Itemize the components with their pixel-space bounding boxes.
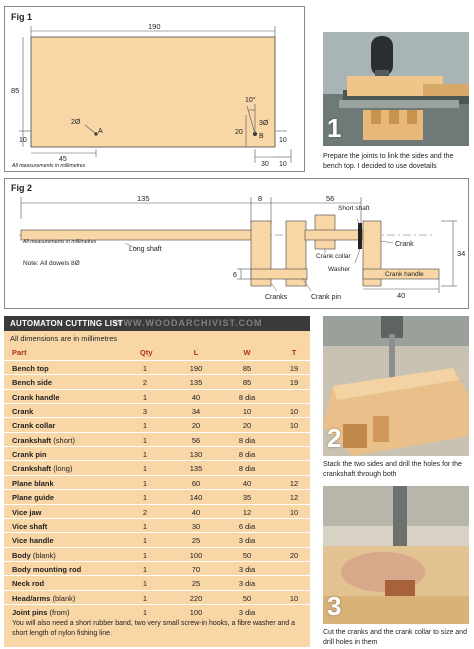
- cutting-list-title: AUTOMATON CUTTING LIST: [4, 316, 310, 331]
- cell-part-note: (blank): [30, 550, 56, 560]
- photo-2-image: [323, 316, 469, 456]
- table-row: [4, 403, 310, 418]
- cutting-list: [4, 316, 310, 647]
- cell-length: 100: [189, 607, 203, 617]
- cell-part: [12, 565, 81, 574]
- fig2-label-crank-handle: Crank handle: [385, 271, 424, 278]
- fig2-dim-6: 6: [233, 272, 237, 279]
- cell-width: 8 dia: [238, 464, 256, 474]
- cell-qty: 1: [142, 421, 148, 431]
- cell-qty: 1: [142, 450, 148, 460]
- photo-3-number: 3: [327, 591, 342, 621]
- photo-2: [323, 316, 469, 456]
- header-qty: Qty: [140, 348, 153, 357]
- cell-part: [12, 493, 54, 502]
- fig1-dim-bottom-left: 45: [59, 156, 67, 163]
- fig1-dim-bottom-right-2: 10: [279, 161, 287, 168]
- cell-qty: 1: [142, 392, 148, 402]
- cell-qty: 1: [142, 579, 148, 589]
- photo-1-image: [323, 32, 469, 146]
- fig1-dim-right-small: 10: [279, 137, 287, 144]
- photo-3-image: [323, 486, 469, 624]
- cell-thickness: 10: [289, 507, 299, 517]
- table-row: [4, 360, 310, 375]
- cell-width: 3 dia: [238, 536, 256, 546]
- cell-part-name: Crank: [12, 407, 34, 417]
- short-shaft-label-line: Short shaft: [338, 205, 370, 212]
- cutting-list-header: [4, 345, 310, 360]
- cell-part: [12, 536, 54, 545]
- table-row: [4, 374, 310, 389]
- cell-width: 8 dia: [238, 435, 256, 445]
- cell-part: [12, 393, 60, 402]
- fig1-dim-top: 190: [148, 22, 161, 31]
- cell-thickness: 10: [289, 407, 299, 417]
- fig1-dim-left-small: 10: [19, 137, 27, 144]
- table-row: [4, 518, 310, 533]
- cell-part: [12, 594, 75, 603]
- cell-qty: 1: [142, 593, 148, 603]
- table-row: [4, 475, 310, 490]
- table-row: [4, 460, 310, 475]
- fig2-note-all: All measurements in millimetres: [23, 239, 97, 245]
- cell-length: 40: [191, 507, 201, 517]
- cell-qty: 1: [142, 364, 148, 373]
- fig1-point-a: A: [98, 128, 103, 135]
- cell-length: 70: [191, 564, 201, 574]
- fig2-label-washer: Washer: [328, 266, 351, 273]
- table-row: [4, 547, 310, 562]
- cell-qty: 1: [142, 493, 148, 503]
- cell-thickness: 19: [289, 378, 299, 388]
- fig1-dim-hole-right: 3Ø: [259, 120, 269, 127]
- figure-2-label: Fig 2: [11, 183, 33, 193]
- fig2-dim-40: 40: [397, 291, 406, 300]
- cell-length: 135: [189, 464, 203, 474]
- cell-length: 60: [191, 478, 201, 488]
- cell-qty: 1: [142, 478, 148, 488]
- cell-part-name: Vice shaft: [12, 521, 48, 531]
- fig1-dim-height: 85: [11, 86, 20, 95]
- cell-width: 3 dia: [238, 607, 256, 617]
- cell-part: [12, 608, 70, 617]
- cell-length: 130: [189, 450, 203, 460]
- cell-part-name: Joint pins: [12, 607, 48, 617]
- cell-part: [12, 551, 56, 560]
- cell-thickness: 10: [289, 593, 299, 603]
- cell-width: 8 dia: [238, 392, 256, 402]
- cell-part-name: Bench top: [12, 364, 49, 373]
- cell-thickness: 10: [289, 421, 299, 431]
- cell-qty: 3: [142, 407, 148, 417]
- cell-length: 40: [191, 392, 201, 402]
- photo-1: [323, 32, 469, 146]
- fig2-dim-135: 135: [137, 194, 150, 203]
- cell-part: [12, 421, 55, 430]
- cell-width: 10: [242, 407, 252, 417]
- figure-1: [4, 6, 305, 172]
- cell-qty: 1: [142, 607, 148, 617]
- fig1-dim-hole-left: 2Ø: [71, 119, 81, 126]
- cell-width: 12: [242, 507, 252, 517]
- fig2-label-crank: Crank: [395, 241, 414, 248]
- fig2-label-crank-pin: Crank pin: [311, 294, 341, 301]
- cell-width: 85: [242, 364, 252, 373]
- cell-width: 3 dia: [238, 564, 256, 574]
- cell-thickness: 20: [289, 550, 299, 560]
- fig1-angle: 10°: [245, 97, 256, 104]
- cell-width: 35: [242, 493, 252, 503]
- cell-part-name: Bench side: [12, 378, 53, 388]
- cutting-list-footer: You will also need a short rubber band, two very small screw-in hooks, a fibre washer and a short length of nylon fishing line.: [12, 620, 295, 637]
- cell-length: 135: [189, 378, 203, 388]
- cell-part: [12, 522, 47, 531]
- cell-part-note: (long): [51, 464, 73, 474]
- photo-3: [323, 486, 469, 624]
- fig2-dim-56: 56: [326, 194, 335, 203]
- cell-part-name: Crankshaft: [12, 464, 52, 474]
- cell-part: [12, 364, 49, 373]
- cell-part: [12, 407, 33, 416]
- cell-part-note: (blank): [50, 593, 76, 603]
- cell-qty: 1: [142, 550, 148, 560]
- fig1-point-b: B: [259, 133, 264, 140]
- fig2-label-dowels: Note: All dowels 8Ø: [23, 260, 80, 267]
- cell-part: [12, 450, 47, 459]
- cell-length: 220: [189, 593, 203, 603]
- photo-3-caption: Cut the cranks and the crank collar to size and drill holes in them: [323, 629, 467, 646]
- cell-thickness: 19: [289, 364, 299, 373]
- cell-width: 6 dia: [238, 521, 256, 531]
- cell-part-name: Crank collar: [12, 421, 56, 431]
- cell-part: [12, 378, 52, 387]
- cell-qty: 1: [142, 521, 148, 531]
- cell-width: 40: [242, 478, 252, 488]
- figure-1-label: Fig 1: [11, 12, 33, 22]
- cell-width: 50: [242, 593, 252, 603]
- header-part: Part: [12, 348, 27, 357]
- cutting-list-subtitle: All dimensions are in millimetres: [10, 334, 118, 343]
- fig2-label-long-shaft: Long shaft: [129, 246, 162, 253]
- header-t: T: [291, 348, 297, 357]
- cell-thickness: 12: [289, 478, 299, 488]
- cell-part-name: Head/arms: [12, 593, 51, 603]
- cell-width: 50: [242, 550, 252, 560]
- table-row: [4, 561, 310, 576]
- table-row: [4, 489, 310, 504]
- figure-2: [4, 178, 469, 309]
- cell-part: [12, 579, 44, 588]
- table-row: [4, 532, 310, 547]
- photo-1-number: 1: [327, 113, 342, 143]
- cell-length: 30: [191, 521, 201, 531]
- fig1-dim-depth: 20: [235, 129, 243, 136]
- cell-part-name: Neck rod: [12, 579, 45, 589]
- fig1-dim-bottom-right-1: 30: [261, 161, 269, 168]
- cell-part-name: Crankshaft: [12, 435, 52, 445]
- cell-length: 34: [191, 407, 201, 417]
- table-row: [4, 504, 310, 519]
- cell-qty: 2: [142, 378, 148, 388]
- cell-qty: 1: [142, 564, 148, 574]
- cell-part: [12, 508, 41, 517]
- cell-width: 20: [242, 421, 252, 431]
- cell-width: 85: [242, 378, 252, 388]
- cell-length: 56: [191, 435, 201, 445]
- table-row: [4, 575, 310, 590]
- header-l: L: [193, 348, 199, 357]
- cell-length: 190: [189, 364, 203, 373]
- cell-part-name: Vice handle: [12, 536, 54, 546]
- table-row: [4, 604, 310, 619]
- cell-width: 8 dia: [238, 450, 256, 460]
- fig2-dim-8: 8: [258, 194, 263, 203]
- table-row: [4, 417, 310, 432]
- cell-part: [12, 436, 75, 445]
- table-row: [4, 432, 310, 447]
- watermark: WWW.WOODARCHIVIST.COM: [114, 318, 263, 328]
- fig2-dim-34: 34: [457, 249, 466, 258]
- cell-length: 25: [191, 579, 201, 589]
- cell-part-name: Vice jaw: [12, 507, 42, 517]
- figure-2-drawing: [5, 179, 470, 310]
- photo-2-caption: Stack the two sides and drill the holes for the crankshaft through both: [323, 461, 462, 478]
- fig2-label-short-shaft: [338, 205, 370, 212]
- cell-part-name: Body mounting rod: [12, 564, 82, 574]
- cell-qty: 1: [142, 464, 148, 474]
- cell-length: 20: [191, 421, 201, 431]
- cell-part-note: (from): [47, 607, 70, 617]
- cell-part-name: Body: [12, 550, 31, 560]
- cell-part: [12, 464, 72, 473]
- cell-length: 100: [189, 550, 203, 560]
- photo-1-caption: Prepare the joints to link the sides and the bench top. I decided to use dovetails: [323, 153, 454, 170]
- table-row: [4, 590, 310, 605]
- cell-part-name: Plane guide: [12, 493, 55, 503]
- fig2-label-cranks: Cranks: [265, 294, 288, 301]
- cell-width: 3 dia: [238, 579, 256, 589]
- table-row: [4, 389, 310, 404]
- photo-2-number: 2: [327, 423, 342, 453]
- table-row: [4, 446, 310, 461]
- cell-length: 140: [189, 493, 203, 503]
- cell-part-name: Plane blank: [12, 478, 54, 488]
- cell-qty: 2: [142, 507, 148, 517]
- fig2-label-crank-collar: Crank collar: [316, 253, 351, 260]
- cell-part-name: Crank pin: [12, 450, 47, 460]
- fig1-note: All measurements in millimetres: [12, 163, 86, 169]
- cell-part: [12, 479, 54, 488]
- cell-part-note: (short): [51, 435, 75, 445]
- cell-qty: 1: [142, 435, 148, 445]
- cell-qty: 1: [142, 536, 148, 546]
- figure-1-drawing: [5, 7, 306, 173]
- cell-thickness: 12: [289, 493, 299, 503]
- cell-part-name: Crank handle: [12, 392, 60, 402]
- cell-length: 25: [191, 536, 201, 546]
- header-w: W: [243, 348, 251, 357]
